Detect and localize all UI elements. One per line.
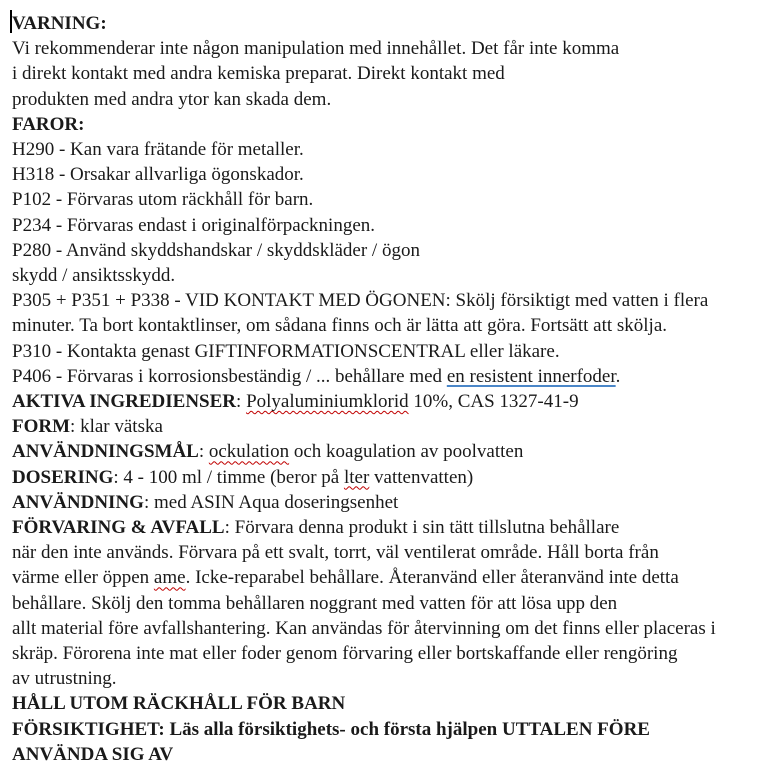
document-text xyxy=(12,11,767,767)
heading-text: DOSERING xyxy=(12,466,114,488)
text-line xyxy=(12,515,767,540)
text-line xyxy=(12,465,767,490)
heading-text: ANVÄNDNING xyxy=(12,491,144,513)
text-line xyxy=(12,213,767,238)
text-line xyxy=(12,717,767,742)
text-line xyxy=(12,137,767,162)
text-run: : xyxy=(198,441,209,463)
text-line xyxy=(12,439,767,464)
text-line xyxy=(12,540,767,565)
text-line xyxy=(12,389,767,414)
text-run: när den inte används. Förvara på ett svalt, torrt, väl ventilerat område. Håll borta från xyxy=(12,542,659,564)
text-run: behållare. Skölj den tomma behållaren noggrant med vatten för att lösa upp den xyxy=(12,592,618,614)
text-line xyxy=(12,616,767,641)
text-run: H318 - Orsakar allvarliga ögonskador. xyxy=(12,164,304,186)
text-run: vattenvatten) xyxy=(369,466,474,488)
text-run: . Icke-reparabel behållare. Återanvänd eller återanvänd inte detta xyxy=(185,567,679,589)
text-line xyxy=(12,313,767,338)
text-run: P305 + P351 + P338 - VID KONTAKT MED ÖGONEN: Skölj försiktigt med vatten i flera xyxy=(12,290,709,312)
text-line xyxy=(12,591,767,616)
heading-text: FORM xyxy=(12,416,71,438)
text-run: : xyxy=(236,391,247,413)
text-run: P280 - Använd skyddshandskar / skyddskläder / ögon xyxy=(12,239,420,261)
text-run: i direkt kontakt med andra kemiska preparat. Direkt kontakt med xyxy=(12,63,505,85)
text-run: 10%, CAS 1327-41-9 xyxy=(408,391,579,413)
spellcheck-marked-text: Polyaluminiumklorid xyxy=(246,391,409,413)
text-cursor xyxy=(10,10,12,33)
text-run: skydd / ansiktsskydd. xyxy=(12,265,176,287)
text-run: och koagulation av poolvatten xyxy=(289,441,524,463)
text-line xyxy=(12,641,767,666)
text-line xyxy=(12,87,767,112)
text-run: P310 - Kontakta genast GIFTINFORMATIONSCENTRAL eller läkare. xyxy=(12,340,560,362)
text-run: värme eller öppen xyxy=(12,567,154,589)
text-run: : med ASIN Aqua doseringsenhet xyxy=(143,491,399,513)
heading-text: HÅLL UTOM RÄCKHÅLL FÖR BARN xyxy=(12,693,346,715)
grammar-marked-text: en resistent innerfoder xyxy=(446,365,616,387)
text-line xyxy=(12,11,767,36)
text-line xyxy=(12,414,767,439)
heading-text: FAROR: xyxy=(12,113,85,135)
text-run: P234 - Förvaras endast i originalförpackningen. xyxy=(12,214,376,236)
text-run: produkten med andra ytor kan skada dem. xyxy=(12,88,332,110)
text-line xyxy=(12,238,767,263)
text-line xyxy=(12,565,767,590)
heading-text: ANVÄNDNINGSMÅL xyxy=(12,441,199,463)
heading-text: AKTIVA INGREDIENSER xyxy=(12,391,237,413)
text-run: P406 - Förvaras i korrosionsbeständig / ... behållare med xyxy=(12,365,447,387)
heading-text: ANVÄNDA SIG AV xyxy=(12,743,174,765)
spellcheck-marked-text: lter xyxy=(343,466,370,488)
text-run: skräp. Förorena inte mat eller foder genom förvaring eller bortskaffande eller rengöring xyxy=(12,643,678,665)
text-line xyxy=(12,36,767,61)
text-line xyxy=(12,364,767,389)
text-run: allt material före avfallshantering. Kan användas för återvinning om det finns eller placeras i xyxy=(12,617,716,639)
text-line xyxy=(12,187,767,212)
text-line xyxy=(12,61,767,86)
text-run: : 4 - 100 ml / timme (beror på xyxy=(113,466,344,488)
text-line xyxy=(12,162,767,187)
text-run: . xyxy=(615,365,621,387)
heading-text: FÖRSIKTIGHET: Läs alla försiktighets- och första hjälpen UTTALEN FÖRE xyxy=(12,718,650,740)
text-line xyxy=(12,288,767,313)
text-run: P102 - Förvaras utom räckhåll för barn. xyxy=(12,189,314,211)
text-run: av utrustning. xyxy=(12,668,117,690)
text-run: : klar vätska xyxy=(70,416,163,438)
spellcheck-marked-text: ockulation xyxy=(208,441,290,463)
text-line xyxy=(12,339,767,364)
text-line xyxy=(12,490,767,515)
text-line xyxy=(12,263,767,288)
text-run: Vi rekommenderar inte någon manipulation med innehållet. Det får inte komma xyxy=(12,38,620,60)
text-line xyxy=(12,666,767,691)
spellcheck-marked-text: ame xyxy=(153,567,186,589)
text-run: : Förvara denna produkt i sin tätt tillslutna behållare xyxy=(224,517,620,539)
text-line xyxy=(12,112,767,137)
heading-text: FÖRVARING & AVFALL xyxy=(12,517,225,539)
heading-text: VARNING: xyxy=(12,13,107,34)
text-run: H290 - Kan vara frätande för metaller. xyxy=(12,139,304,161)
text-line xyxy=(12,691,767,716)
text-run: minuter. Ta bort kontaktlinser, om sådana finns och är lätta att göra. Fortsätt att skölja. xyxy=(12,315,668,337)
text-line xyxy=(12,742,767,767)
